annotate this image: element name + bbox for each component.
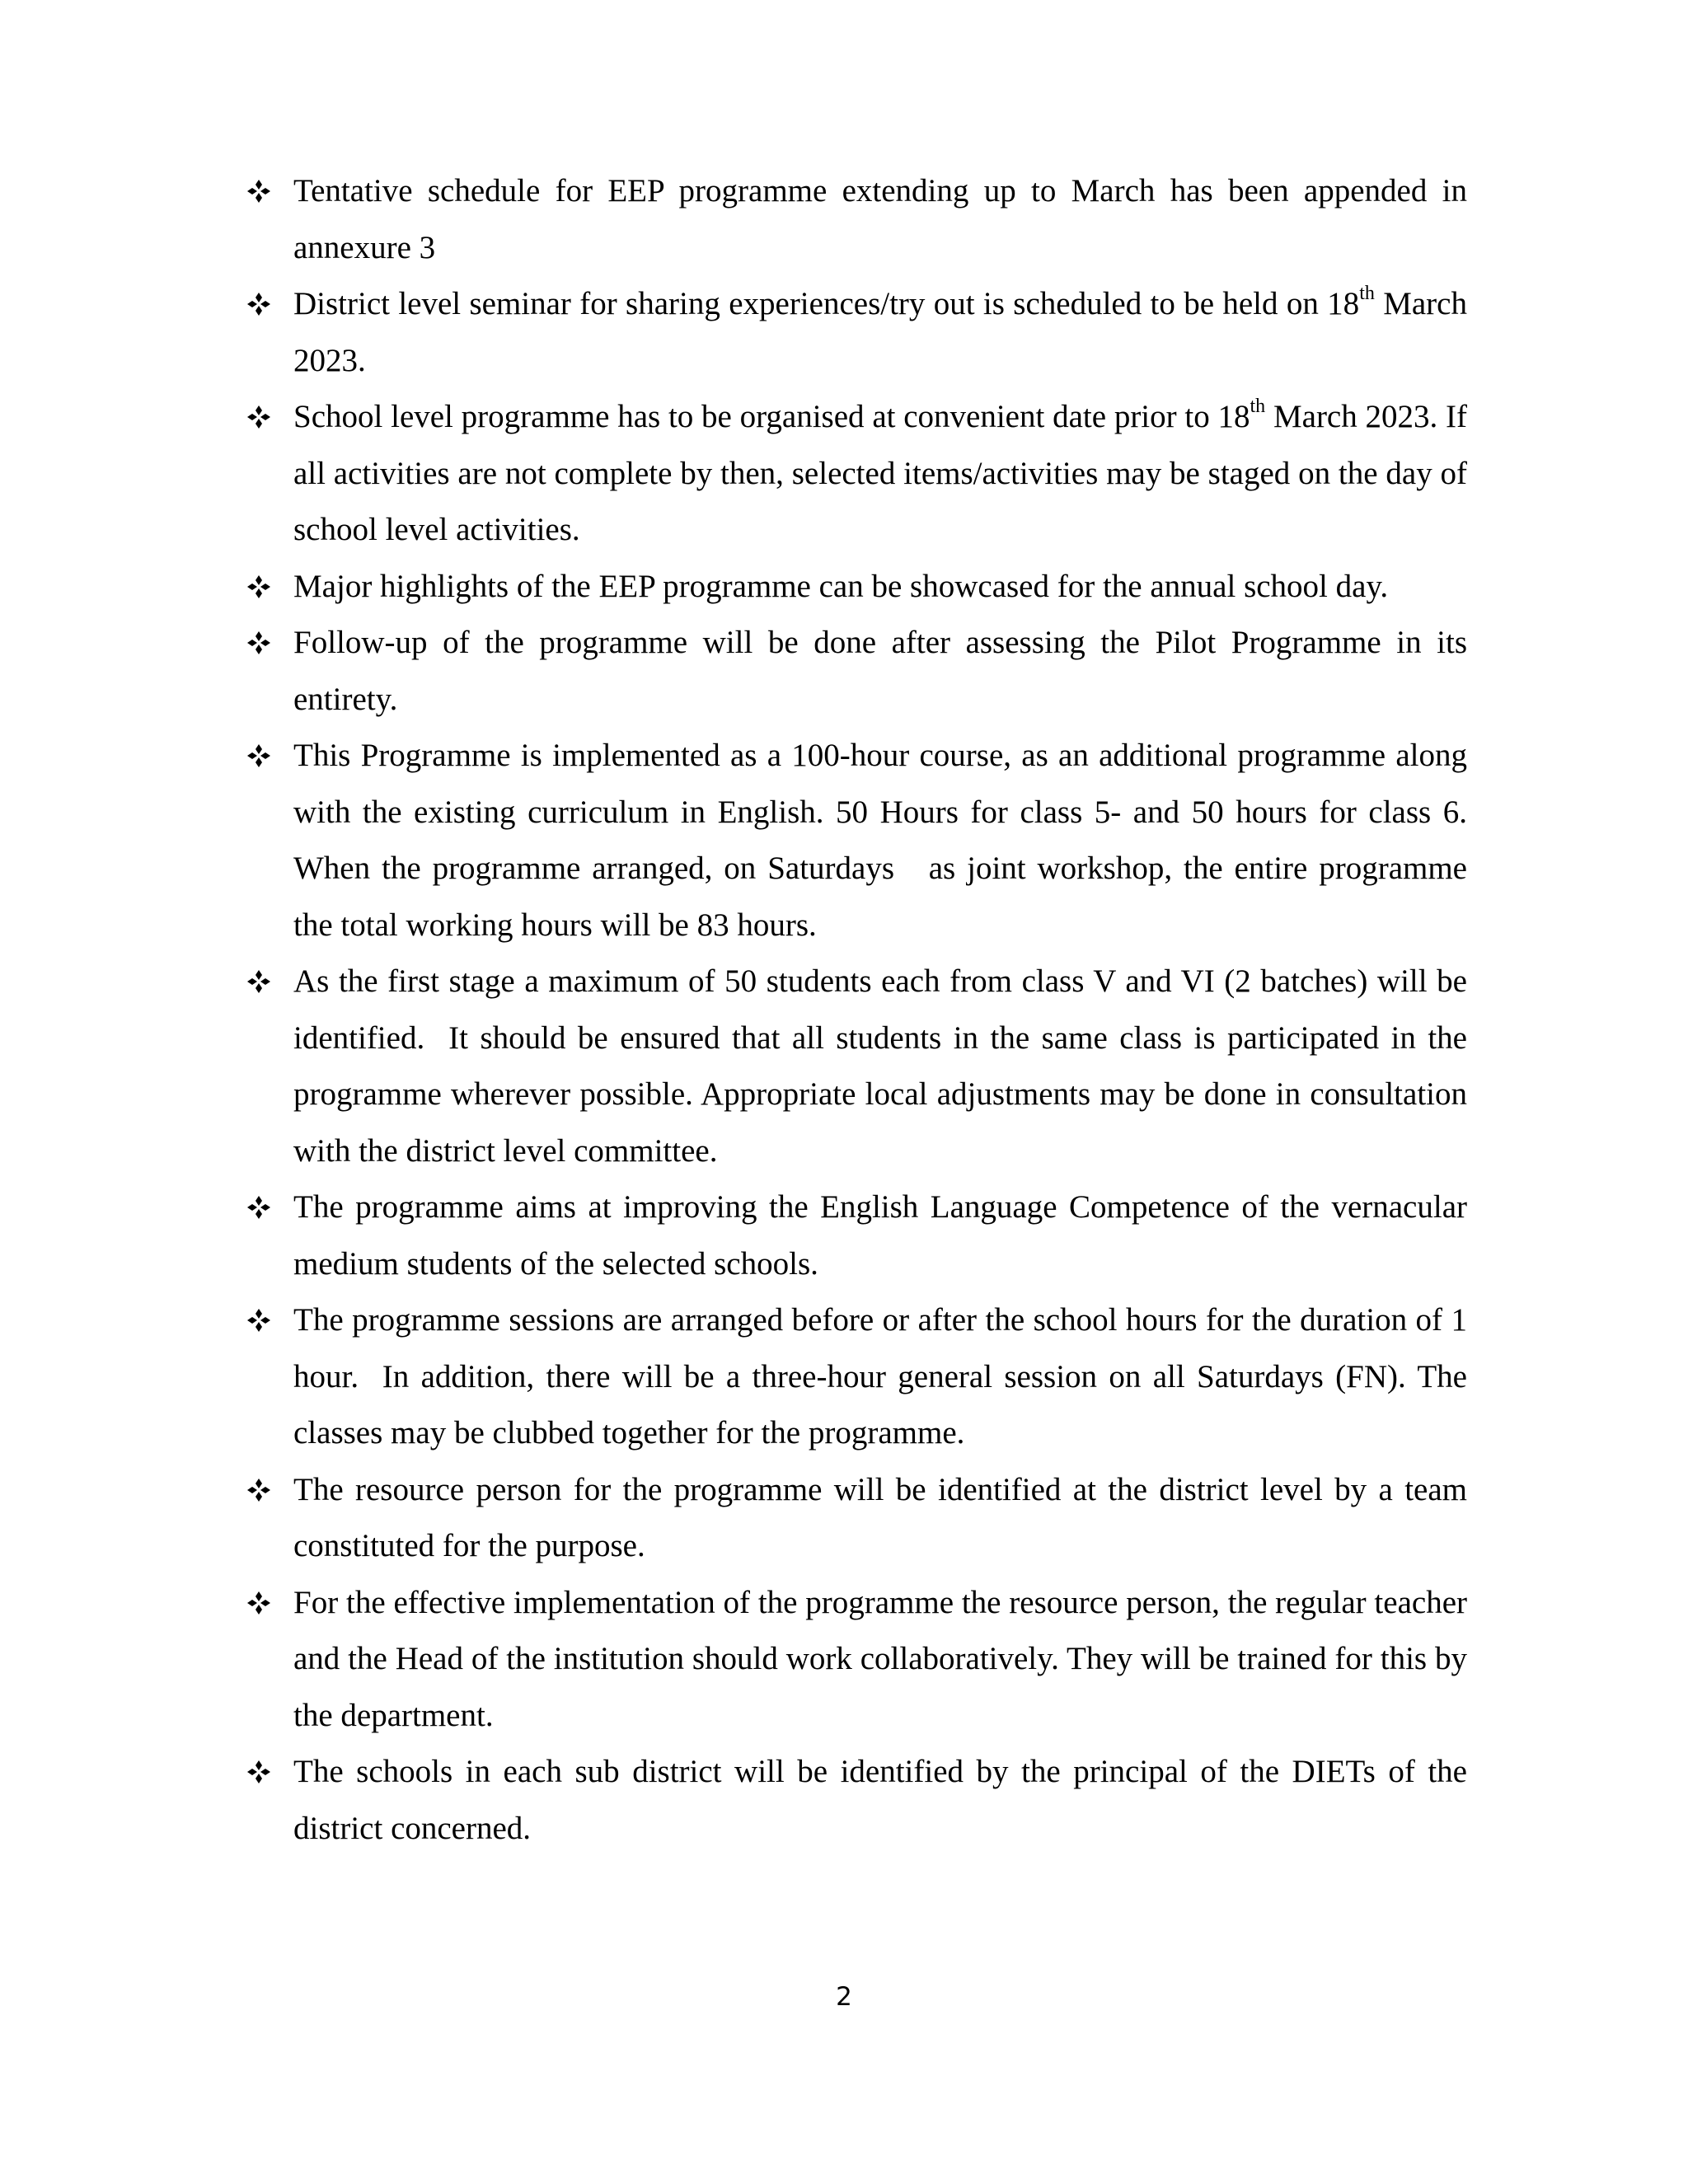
list-item [246,1575,1467,1745]
ordinal-suffix: th [1250,396,1266,417]
list-item [246,1292,1475,1462]
list-item-text: Follow-up of the programme will be done after assessing the Pilot Programme in its entirety. [293,625,1467,717]
four-diamond-bullet-icon [246,615,275,671]
bullet-list [246,163,1475,1857]
list-item-text: Tentative schedule for EEP programme extending up to March has been appended in annexure 3 [293,173,1467,265]
list-item-text: For the effective implementation of the programme the resource person, the regular teacher and the Head of the institution should work collaboratively. They will be trained for this by the department. [293,1584,1467,1733]
list-item-text: This Programme is implemented as a 100-hour course, as an additional programme along with the existing curriculum in English. 50 Hours for class 5- and 50 hours for class 6. When the programme arranged, on Saturdays as joint workshop, the entire programme the total working hours will be 83 hours. [293,738,1475,943]
four-diamond-bullet-icon [246,163,275,219]
list-item-text: School level programme has to be organised at convenient date prior to 18 [293,399,1250,434]
list-item [246,1462,1467,1575]
list-item-text: March 2023. [293,286,1467,378]
list-item-text: District level seminar for sharing experiences/try out is scheduled to be held on 18 [293,286,1360,321]
list-item-text: Major highlights of the EEP programme can be showcased for the annual school day. [293,568,1389,604]
list-item [246,163,1467,276]
list-item [246,615,1467,728]
list-item [246,389,1467,559]
four-diamond-bullet-icon [246,389,275,445]
list-item [246,954,1475,1179]
four-diamond-bullet-icon [246,1462,275,1518]
list-item [246,276,1467,389]
list-item [246,728,1475,954]
four-diamond-bullet-icon [246,728,275,784]
list-item-text: The resource person for the programme will be identified at the district level by a team constituted for the purpose. [293,1471,1467,1563]
list-item [246,1179,1467,1292]
list-item-text: The programme sessions are arranged before or after the school hours for the duration of 1 hour. In addition, there will be a three-hour general session on all Saturdays (FN). The classes may be clubbed together for the programme. [293,1302,1475,1451]
four-diamond-bullet-icon [246,1179,275,1235]
four-diamond-bullet-icon [246,276,275,332]
list-item-text: The programme aims at improving the English Language Competence of the vernacular medium students of the selected schools. [293,1189,1467,1282]
four-diamond-bullet-icon [246,1744,275,1800]
four-diamond-bullet-icon [246,1575,275,1631]
list-item-text: March 2023. If all activities are not complete by then, selected items/activities may be staged on the day of school level activities. [293,399,1467,547]
list-item [246,1744,1467,1857]
page-number: 2 [836,1982,852,2012]
list-item-text: The schools in each sub district will be identified by the principal of the DIETs of the district concerned. [293,1754,1467,1846]
list-item [246,559,1467,616]
four-diamond-bullet-icon [246,1292,275,1348]
four-diamond-bullet-icon [246,954,275,1010]
ordinal-suffix: th [1359,283,1375,304]
list-item-text: As the first stage a maximum of 50 students each from class V and VI (2 batches) will be identified. It should be ensured that all students in the same class is participated in the programme wherever possible. Appropriate local adjustments may be done in consultation with the district level committee. [293,963,1475,1169]
four-diamond-bullet-icon [246,559,275,615]
